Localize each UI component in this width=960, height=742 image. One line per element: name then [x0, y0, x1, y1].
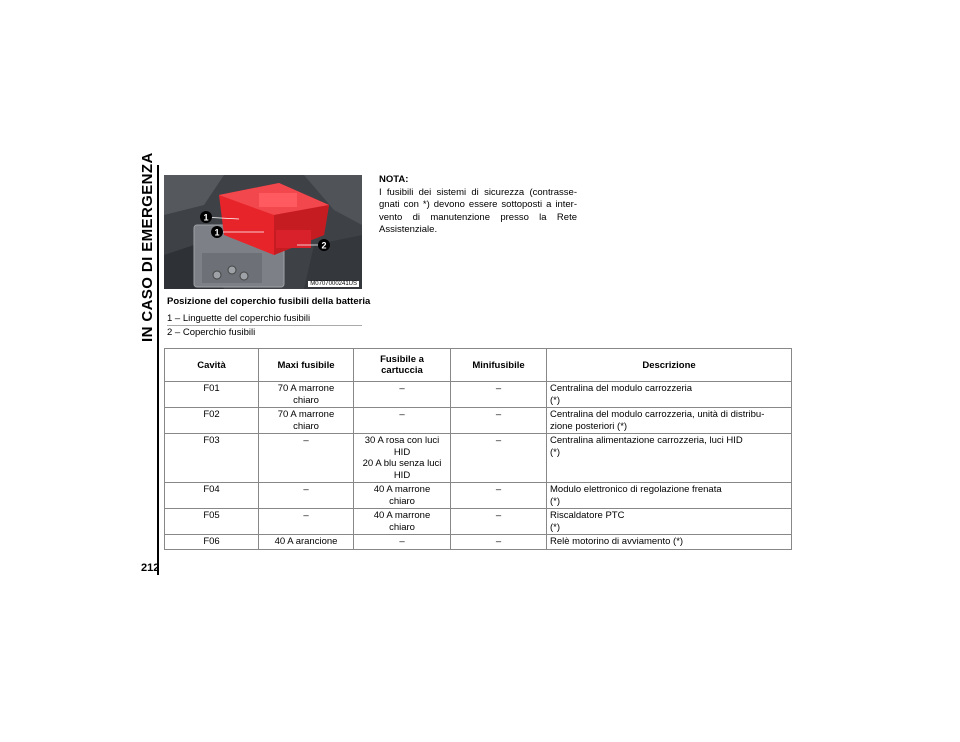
cell-line: (*) [550, 495, 561, 507]
cavity-cell: F04 [165, 483, 259, 509]
mini-fuse-cell: – [451, 382, 547, 408]
maxi-fuse-cell [259, 509, 354, 535]
cell-line: chiaro [389, 521, 415, 533]
cavity-cell: F02 [165, 408, 259, 434]
figure-caption: Posizione del coperchio fusibili della batteria [167, 296, 371, 307]
table-row [165, 535, 792, 550]
description-cell [547, 382, 792, 408]
cell-line: Centralina del modulo carrozzeria [550, 383, 693, 394]
mini-fuse-cell: – [451, 434, 547, 483]
header-mini-fuse: Minifusibile [451, 349, 547, 382]
legend-item: 2 – Coperchio fusibili [167, 327, 256, 338]
cell-line: zione posteriori (*) [550, 420, 628, 432]
table-row [165, 483, 792, 509]
maxi-fuse-cell [259, 483, 354, 509]
cell-line: – [399, 536, 405, 547]
cavity-cell: F03 [165, 434, 259, 483]
mini-fuse-cell: – [451, 408, 547, 434]
cell-line: – [303, 484, 309, 495]
cavity-cell: F05 [165, 509, 259, 535]
cell-line: chiaro [293, 420, 319, 432]
description-cell [547, 509, 792, 535]
cell-line: Riscaldatore PTC [550, 510, 625, 521]
cell-line: – [399, 409, 405, 420]
cell-line: Centralina del modulo carrozzeria, unità di distribu- [550, 409, 765, 420]
cell-line: – [303, 510, 309, 521]
cell-line: 70 A marrone [277, 383, 335, 394]
table-row [165, 434, 792, 483]
cartridge-fuse-cell [354, 483, 451, 509]
maxi-fuse-cell [259, 434, 354, 483]
table-row [165, 382, 792, 408]
cell-line: 20 A blu senza luci [362, 458, 442, 469]
maxi-fuse-cell [259, 535, 354, 550]
table-row [165, 509, 792, 535]
figure-legend [167, 312, 362, 339]
cell-line: (*) [550, 521, 561, 533]
cell-line: – [303, 435, 309, 446]
description-cell [547, 483, 792, 509]
cartridge-fuse-cell [354, 535, 451, 550]
fuse-table-body [165, 382, 792, 550]
cell-line: (*) [550, 394, 561, 406]
note-text: I fusibili dei sistemi di sicurezza (contrasse-gnati con *) devono essere sottoposti a inter-vento di manutenzione presso la Rete Assistenziale. [379, 186, 577, 235]
cell-line: Centralina alimentazione carrozzeria, luci HID [550, 435, 743, 446]
cavity-cell: F06 [165, 535, 259, 550]
figure-code: M0707000241US [310, 281, 357, 287]
cell-line: 40 A marrone [373, 510, 431, 521]
callout-1b-label: 1 [214, 227, 220, 238]
cell-line: (*) [550, 446, 561, 458]
fuse-table [164, 348, 792, 550]
cartridge-fuse-cell [354, 408, 451, 434]
description-cell [547, 408, 792, 434]
cell-line: chiaro [389, 495, 415, 507]
header-cartridge-fuse: Fusibile a cartuccia [354, 349, 451, 382]
cell-line: Modulo elettronico di regolazione frenata [550, 484, 722, 495]
battery-fuse-cover-figure [164, 175, 362, 289]
cartridge-fuse-cell [354, 434, 451, 483]
mini-fuse-cell: – [451, 509, 547, 535]
cell-line: 30 A rosa con luci [364, 435, 440, 446]
description-cell [547, 434, 792, 483]
note-title: NOTA: [379, 174, 409, 185]
cell-line: 40 A arancione [274, 536, 338, 547]
description-cell [547, 535, 792, 550]
cartridge-fuse-cell [354, 509, 451, 535]
callout-2-label: 2 [321, 240, 327, 251]
cell-line: 40 A marrone [373, 484, 431, 495]
cell-line: HID [393, 446, 411, 458]
cell-line: – [399, 383, 405, 394]
note-block [379, 174, 577, 237]
maxi-fuse-cell [259, 382, 354, 408]
mini-fuse-cell: – [451, 483, 547, 509]
cell-line: 70 A marrone [277, 409, 335, 420]
mini-fuse-cell: – [451, 535, 547, 550]
cell-line: Relè motorino di avviamento (*) [550, 536, 684, 547]
legend-item: 1 – Linguette del coperchio fusibili [167, 312, 362, 326]
cavity-cell: F01 [165, 382, 259, 408]
header-description: Descrizione [547, 349, 792, 382]
cell-line: chiaro [293, 394, 319, 406]
header-maxi-fuse: Maxi fusibile [259, 349, 354, 382]
table-header-row [165, 349, 792, 382]
header-cavity: Cavità [165, 349, 259, 382]
section-divider [157, 165, 159, 575]
callout-1a-label: 1 [203, 212, 209, 223]
engine-bay-illustration [164, 175, 362, 289]
maxi-fuse-cell [259, 408, 354, 434]
page-number: 212 [141, 562, 160, 574]
cell-line: HID [393, 469, 411, 481]
cartridge-fuse-cell [354, 382, 451, 408]
section-title: IN CASO DI EMERGENZA [139, 152, 156, 342]
table-row [165, 408, 792, 434]
